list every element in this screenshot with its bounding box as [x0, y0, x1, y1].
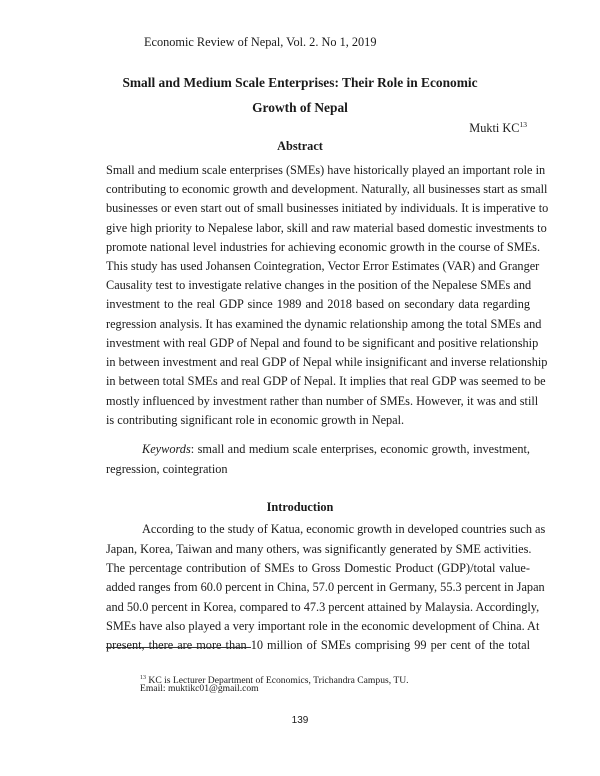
abstract-heading: Abstract — [277, 139, 323, 153]
abstract-line: investment to the real GDP since 1989 and 2018 based on secondary data regarding — [106, 297, 530, 311]
introduction-line: Japan, Korea, Taiwan and many others, was significantly generated by SME activities. — [106, 542, 532, 556]
author — [469, 117, 527, 136]
author-name: Mukti KC — [469, 121, 520, 135]
abstract-line: Causality test to investigate relative changes in the position of the Nepalese SMEs and — [106, 278, 532, 292]
abstract-line: promote national level industries for achieving economic growth in the course of SMEs. — [106, 240, 541, 254]
abstract-line: businesses or even start out of small businesses initiated by individuals. It is imperative to — [106, 201, 549, 215]
keywords-line-2: regression, cointegration — [106, 462, 228, 476]
footnote-divider — [106, 647, 251, 648]
introduction-line: added ranges from 60.0 percent in China, 57.0 percent in Germany, 55.3 percent in Japan — [106, 580, 545, 594]
article-title — [100, 70, 500, 120]
keywords-text: small and medium scale enterprises, economic growth, investment, — [194, 442, 530, 456]
abstract-line: is contributing significant role in economic growth in Nepal. — [106, 413, 405, 427]
journal-header: Economic Review of Nepal, Vol. 2. No 1, 2019 — [144, 35, 377, 49]
introduction-line: and 50.0 percent in Korea, compared to 47.3 percent attained by Malaysia. Accordingly, — [106, 600, 540, 614]
abstract-line: investment with real GDP of Nepal and found to be significant and positive relationship — [106, 336, 539, 350]
abstract-line: in between total SMEs and real GDP of Nepal. It implies that real GDP was seemed to be — [106, 374, 546, 388]
introduction-line: SMEs have also played a very important role in the economic development of China. At — [106, 619, 540, 633]
keywords-label: Keywords — [142, 442, 191, 456]
author-footnote-mark: 13 — [519, 120, 527, 129]
article-title-line-2: Growth of Nepal — [252, 100, 348, 115]
keywords-line-1 — [142, 441, 530, 457]
introduction-heading: Introduction — [266, 500, 334, 514]
abstract-line: Small and medium scale enterprises (SMEs) have historically played an important role in — [106, 163, 546, 177]
abstract-line: mostly influenced by investment rather than number of SMEs. However, it was and still — [106, 394, 539, 408]
footnote-email: Email: muktikc01@gmail.com — [140, 683, 259, 694]
footnote-mark: 13 — [140, 675, 146, 681]
footnote-text: KC is Lecturer Department of Economics, Trichandra Campus, TU. — [146, 675, 409, 686]
abstract-line: contributing to economic growth and development. Naturally, all businesses start as small — [106, 182, 548, 196]
page-number: 139 — [291, 715, 309, 726]
keywords-colon: : — [190, 442, 195, 456]
article-title-line-1: Small and Medium Scale Enterprises: Their Role in Economic — [122, 75, 478, 90]
abstract-line: give high priority to Nepalese labor, skill and raw material based domestic investments to — [106, 221, 547, 235]
abstract-line: in between investment and real GDP of Nepal while insignificant and inverse relationship — [106, 355, 548, 369]
introduction-line: present, there are more than 10 million of SMEs comprising 99 per cent of the total — [106, 638, 530, 652]
introduction-line: The percentage contribution of SMEs to Gross Domestic Product (GDP)/total value- — [106, 561, 530, 575]
abstract-line: regression analysis. It has examined the dynamic relationship among the total SMEs and — [106, 317, 542, 331]
introduction-line: According to the study of Katua, economic growth in developed countries such as — [142, 522, 546, 536]
abstract-line: This study has used Johansen Cointegration, Vector Error Estimates (VAR) and Granger — [106, 259, 540, 273]
